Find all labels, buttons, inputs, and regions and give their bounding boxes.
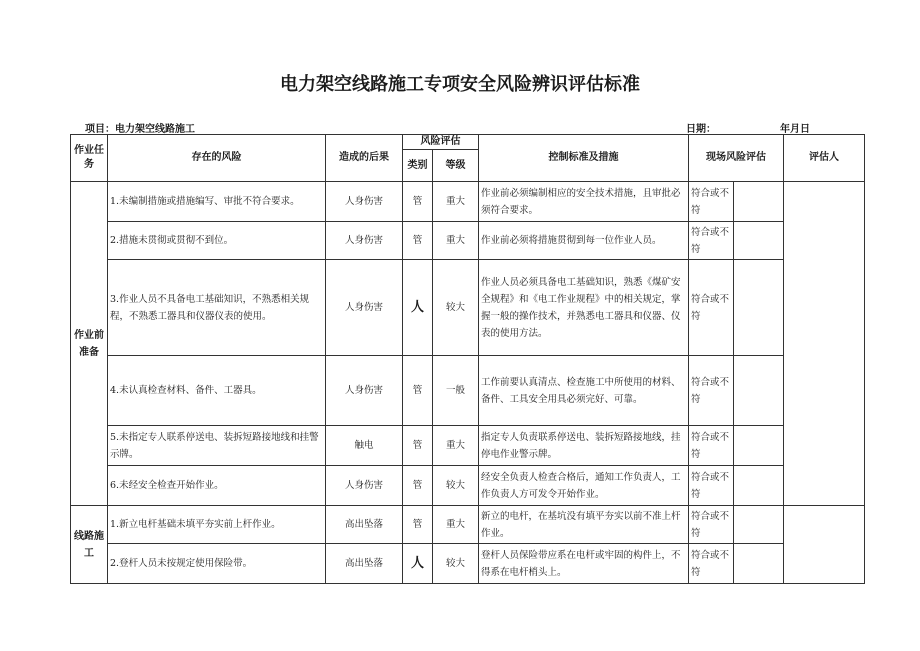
consequence-cell: 触电	[326, 426, 403, 466]
level-cell: 重大	[433, 426, 479, 466]
header-site-eval: 现场风险评估	[689, 135, 784, 182]
risk-cell: 2.登杆人员未按规定使用保险带。	[108, 544, 326, 584]
site-eval-cell: 符合或不符	[689, 182, 734, 222]
control-cell: 新立的电杆，在基坑没有填平夯实以前不准上杆作业。	[479, 506, 689, 544]
level-cell: 重大	[433, 182, 479, 222]
risk-cell: 4.未认真检查材料、备件、工器具。	[108, 356, 326, 426]
risk-cell: 1.新立电杆基础未填平夯实前上杆作业。	[108, 506, 326, 544]
site-eval-blank	[734, 356, 784, 426]
category-cell: 管	[403, 182, 433, 222]
consequence-cell: 人身伤害	[326, 356, 403, 426]
table-row	[71, 356, 865, 426]
header-category: 类别	[403, 150, 433, 182]
header-task: 作业任务	[71, 135, 108, 182]
header-assessment: 风险评估	[403, 135, 479, 150]
site-eval-blank	[734, 544, 784, 584]
table-row	[71, 506, 865, 544]
assessor-cell	[784, 506, 865, 584]
date-label: 日期：	[686, 124, 716, 135]
header-risk: 存在的风险	[108, 135, 326, 182]
page-title: 电力架空线路施工专项安全风险辨识评估标准	[280, 74, 640, 95]
site-eval-blank	[734, 182, 784, 222]
consequence-cell: 人身伤害	[326, 182, 403, 222]
category-cell: 管	[403, 426, 433, 466]
table-row	[71, 260, 865, 356]
risk-cell: 1.未编制措施或措施编写、审批不符合要求。	[108, 182, 326, 222]
site-eval-blank	[734, 466, 784, 506]
control-cell: 作业前必须将措施贯彻到每一位作业人员。	[479, 222, 689, 260]
site-eval-blank	[734, 260, 784, 356]
table-row	[71, 544, 865, 584]
table-row	[71, 426, 865, 466]
consequence-cell: 人身伤害	[326, 466, 403, 506]
table-row	[71, 182, 865, 222]
level-cell: 较大	[433, 544, 479, 584]
level-cell: 一般	[433, 356, 479, 426]
site-eval-cell: 符合或不符	[689, 356, 734, 426]
control-cell: 指定专人负责联系停送电、装拆短路接地线，挂停电作业警示牌。	[479, 426, 689, 466]
risk-cell: 6.未经安全检查开始作业。	[108, 466, 326, 506]
category-cell: 管	[403, 222, 433, 260]
control-cell: 作业前必须编制相应的安全技术措施，且审批必须符合要求。	[479, 182, 689, 222]
consequence-cell: 人身伤害	[326, 260, 403, 356]
table-row	[71, 466, 865, 506]
date-suffix: 年月日	[780, 124, 810, 135]
site-eval-blank	[734, 506, 784, 544]
site-eval-cell: 符合或不符	[689, 222, 734, 260]
level-cell: 较大	[433, 260, 479, 356]
task-cell: 作业前准备	[71, 182, 108, 506]
site-eval-cell: 符合或不符	[689, 544, 734, 584]
category-cell: 人	[403, 260, 433, 356]
level-cell: 重大	[433, 222, 479, 260]
category-cell: 管	[403, 356, 433, 426]
header-control: 控制标准及措施	[479, 135, 689, 182]
header-consequence: 造成的后果	[326, 135, 403, 182]
header-level: 等级	[433, 150, 479, 182]
risk-cell: 5.未指定专人联系停送电、装拆短路接地线和挂警示牌。	[108, 426, 326, 466]
assessor-cell	[784, 182, 865, 506]
site-eval-blank	[734, 222, 784, 260]
risk-cell: 3.作业人员不具备电工基础知识，不熟悉相关规程，不熟悉工器具和仪器仪表的使用。	[108, 260, 326, 356]
site-eval-cell: 符合或不符	[689, 260, 734, 356]
project-label: 项目：电力架空线路施工	[85, 124, 195, 135]
category-cell: 管	[403, 506, 433, 544]
risk-assessment-table	[70, 134, 865, 584]
risk-cell: 2.措施未贯彻或贯彻不到位。	[108, 222, 326, 260]
task-cell: 线路施工	[71, 506, 108, 584]
site-eval-cell: 符合或不符	[689, 466, 734, 506]
level-cell: 重大	[433, 506, 479, 544]
category-cell: 人	[403, 544, 433, 584]
site-eval-cell: 符合或不符	[689, 506, 734, 544]
category-cell: 管	[403, 466, 433, 506]
control-cell: 经安全负责人检查合格后，通知工作负责人，工作负责人方可发令开始作业。	[479, 466, 689, 506]
level-cell: 较大	[433, 466, 479, 506]
control-cell: 作业人员必须具备电工基础知识，熟悉《煤矿安全规程》和《电工作业规程》中的相关规定，掌握一般的操作技术，并熟悉电工器具和仪器、仪表的使用方法。	[479, 260, 689, 356]
consequence-cell: 高出坠落	[326, 544, 403, 584]
table-row	[71, 222, 865, 260]
consequence-cell: 人身伤害	[326, 222, 403, 260]
control-cell: 工作前要认真清点、检查施工中所使用的材料、备件、工具安全用具必须完好、可靠。	[479, 356, 689, 426]
site-eval-cell: 符合或不符	[689, 426, 734, 466]
site-eval-blank	[734, 426, 784, 466]
control-cell: 登杆人员保险带应系在电杆或牢固的构件上，不得系在电杆梢头上。	[479, 544, 689, 584]
header-assessor: 评估人	[784, 135, 865, 182]
consequence-cell: 高出坠落	[326, 506, 403, 544]
